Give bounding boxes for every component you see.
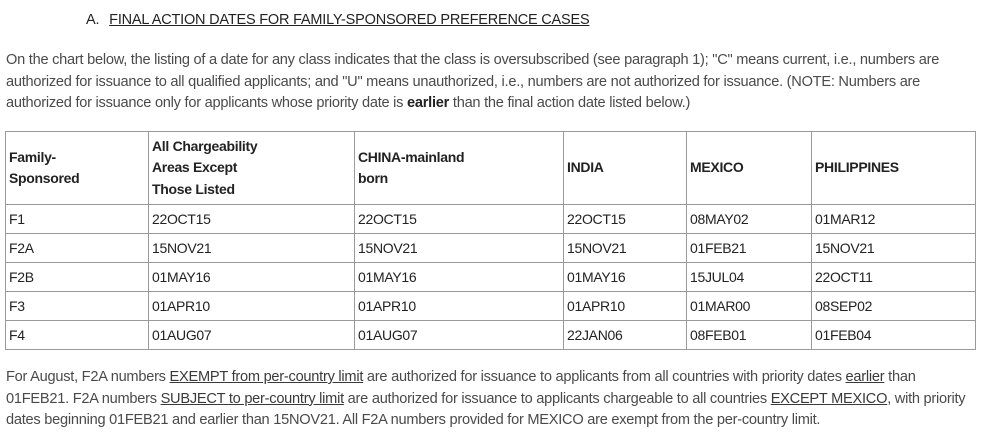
footer-text: are authorized for issuance to applicants chargeable to all countries [343, 390, 771, 407]
footer-underlined-text: EXCEPT MEXICO [770, 390, 888, 407]
table-cell: 22OCT11 [812, 263, 976, 292]
table-cell: F4 [6, 321, 149, 350]
section-number: A. [86, 12, 100, 28]
header-line: Sponsored [9, 170, 80, 186]
table-cell: 08MAY02 [687, 205, 812, 234]
table-row [6, 321, 976, 350]
table-row [6, 292, 976, 321]
table-cell: 01APR10 [355, 292, 564, 321]
table-row [6, 234, 976, 263]
table-cell: 22OCT15 [355, 205, 564, 234]
table-cell: 15JUL04 [687, 263, 812, 292]
header-line: MEXICO [690, 159, 744, 176]
table-cell: F1 [6, 205, 149, 234]
intro-text-end: than the final action date listed below.) [449, 95, 691, 111]
section-title: FINAL ACTION DATES FOR FAMILY-SPONSORED PREFERENCE CASES [109, 12, 590, 28]
table-cell: 15NOV21 [149, 234, 355, 263]
table-cell: 15NOV21 [564, 234, 687, 263]
table-cell: 01AUG07 [149, 321, 355, 350]
header-family-sponsored [6, 132, 149, 205]
section-heading [86, 12, 589, 28]
header-line: born [358, 170, 388, 186]
header-line: CHINA-mainland [358, 148, 465, 165]
table-cell: 15NOV21 [355, 234, 564, 263]
header-line: PHILIPPINES [815, 159, 899, 176]
table-cell: 01APR10 [149, 292, 355, 321]
footer-text: For August, F2A numbers [6, 369, 170, 385]
footer-underlined-text: EXEMPT from per-country limit [169, 369, 364, 385]
table-cell: 01MAY16 [149, 263, 355, 292]
table-cell: 01MAY16 [355, 263, 564, 292]
table-cell: F2A [6, 234, 149, 263]
table-cell: 01MAR00 [687, 292, 812, 321]
footer-text: than 01FEB21. F2A numbers [6, 369, 916, 407]
footer-text: are authorized for issuance to applicants from all countries with priority dates [363, 369, 846, 385]
table-cell: F3 [6, 292, 149, 321]
footer-underlined-text: SUBJECT to per-country limit [160, 390, 344, 407]
table-cell: 22OCT15 [149, 205, 355, 234]
header-line: Family- [9, 148, 56, 165]
table-cell: 01FEB04 [812, 321, 976, 350]
table-cell: 08SEP02 [812, 292, 976, 321]
table-cell: 01MAY16 [564, 263, 687, 292]
table-cell: 01APR10 [564, 292, 687, 321]
footer-paragraph [6, 367, 974, 432]
table-cell: 01MAR12 [812, 205, 976, 234]
header-all-chargeability [149, 132, 355, 205]
table-cell: F2B [6, 263, 149, 292]
header-line: Those Listed [152, 180, 235, 197]
intro-text-start: On the chart below, the listing of a date for any class indicates that the class is oversubscribed (see paragraph 1); "C" means current, i.e., numbers are authorized for issuance to all qualified applicants; and "U" means unauthorized, i.e., numbers are not authorized for issuance. (NOTE: Numbers are authorized for issuance only for applicants whose priority date is [6, 52, 940, 111]
header-philippines [812, 132, 976, 205]
header-line: All Chargeability [152, 137, 258, 154]
header-india [564, 132, 687, 205]
table-cell: 22OCT15 [564, 205, 687, 234]
intro-bold-word: earlier [407, 95, 450, 111]
footer-underlined-text: earlier [845, 369, 885, 385]
table-cell: 01FEB21 [687, 234, 812, 263]
header-china [355, 132, 564, 205]
table-cell: 15NOV21 [812, 234, 976, 263]
intro-paragraph [6, 50, 974, 115]
header-line: Areas Except [152, 159, 238, 176]
table-row [6, 205, 976, 234]
header-mexico [687, 132, 812, 205]
table-row [6, 263, 976, 292]
table-cell: 22JAN06 [564, 321, 687, 350]
table-cell: 01AUG07 [355, 321, 564, 350]
table-cell: 08FEB01 [687, 321, 812, 350]
final-action-dates-table [5, 131, 976, 350]
header-line: INDIA [567, 159, 604, 176]
footer-text: , with priority dates beginning 01FEB21 and earlier than 15NOV21. All F2A numbers provided for MEXICO are exempt from the per-country limit. [6, 390, 966, 428]
table-header-row [6, 132, 976, 205]
